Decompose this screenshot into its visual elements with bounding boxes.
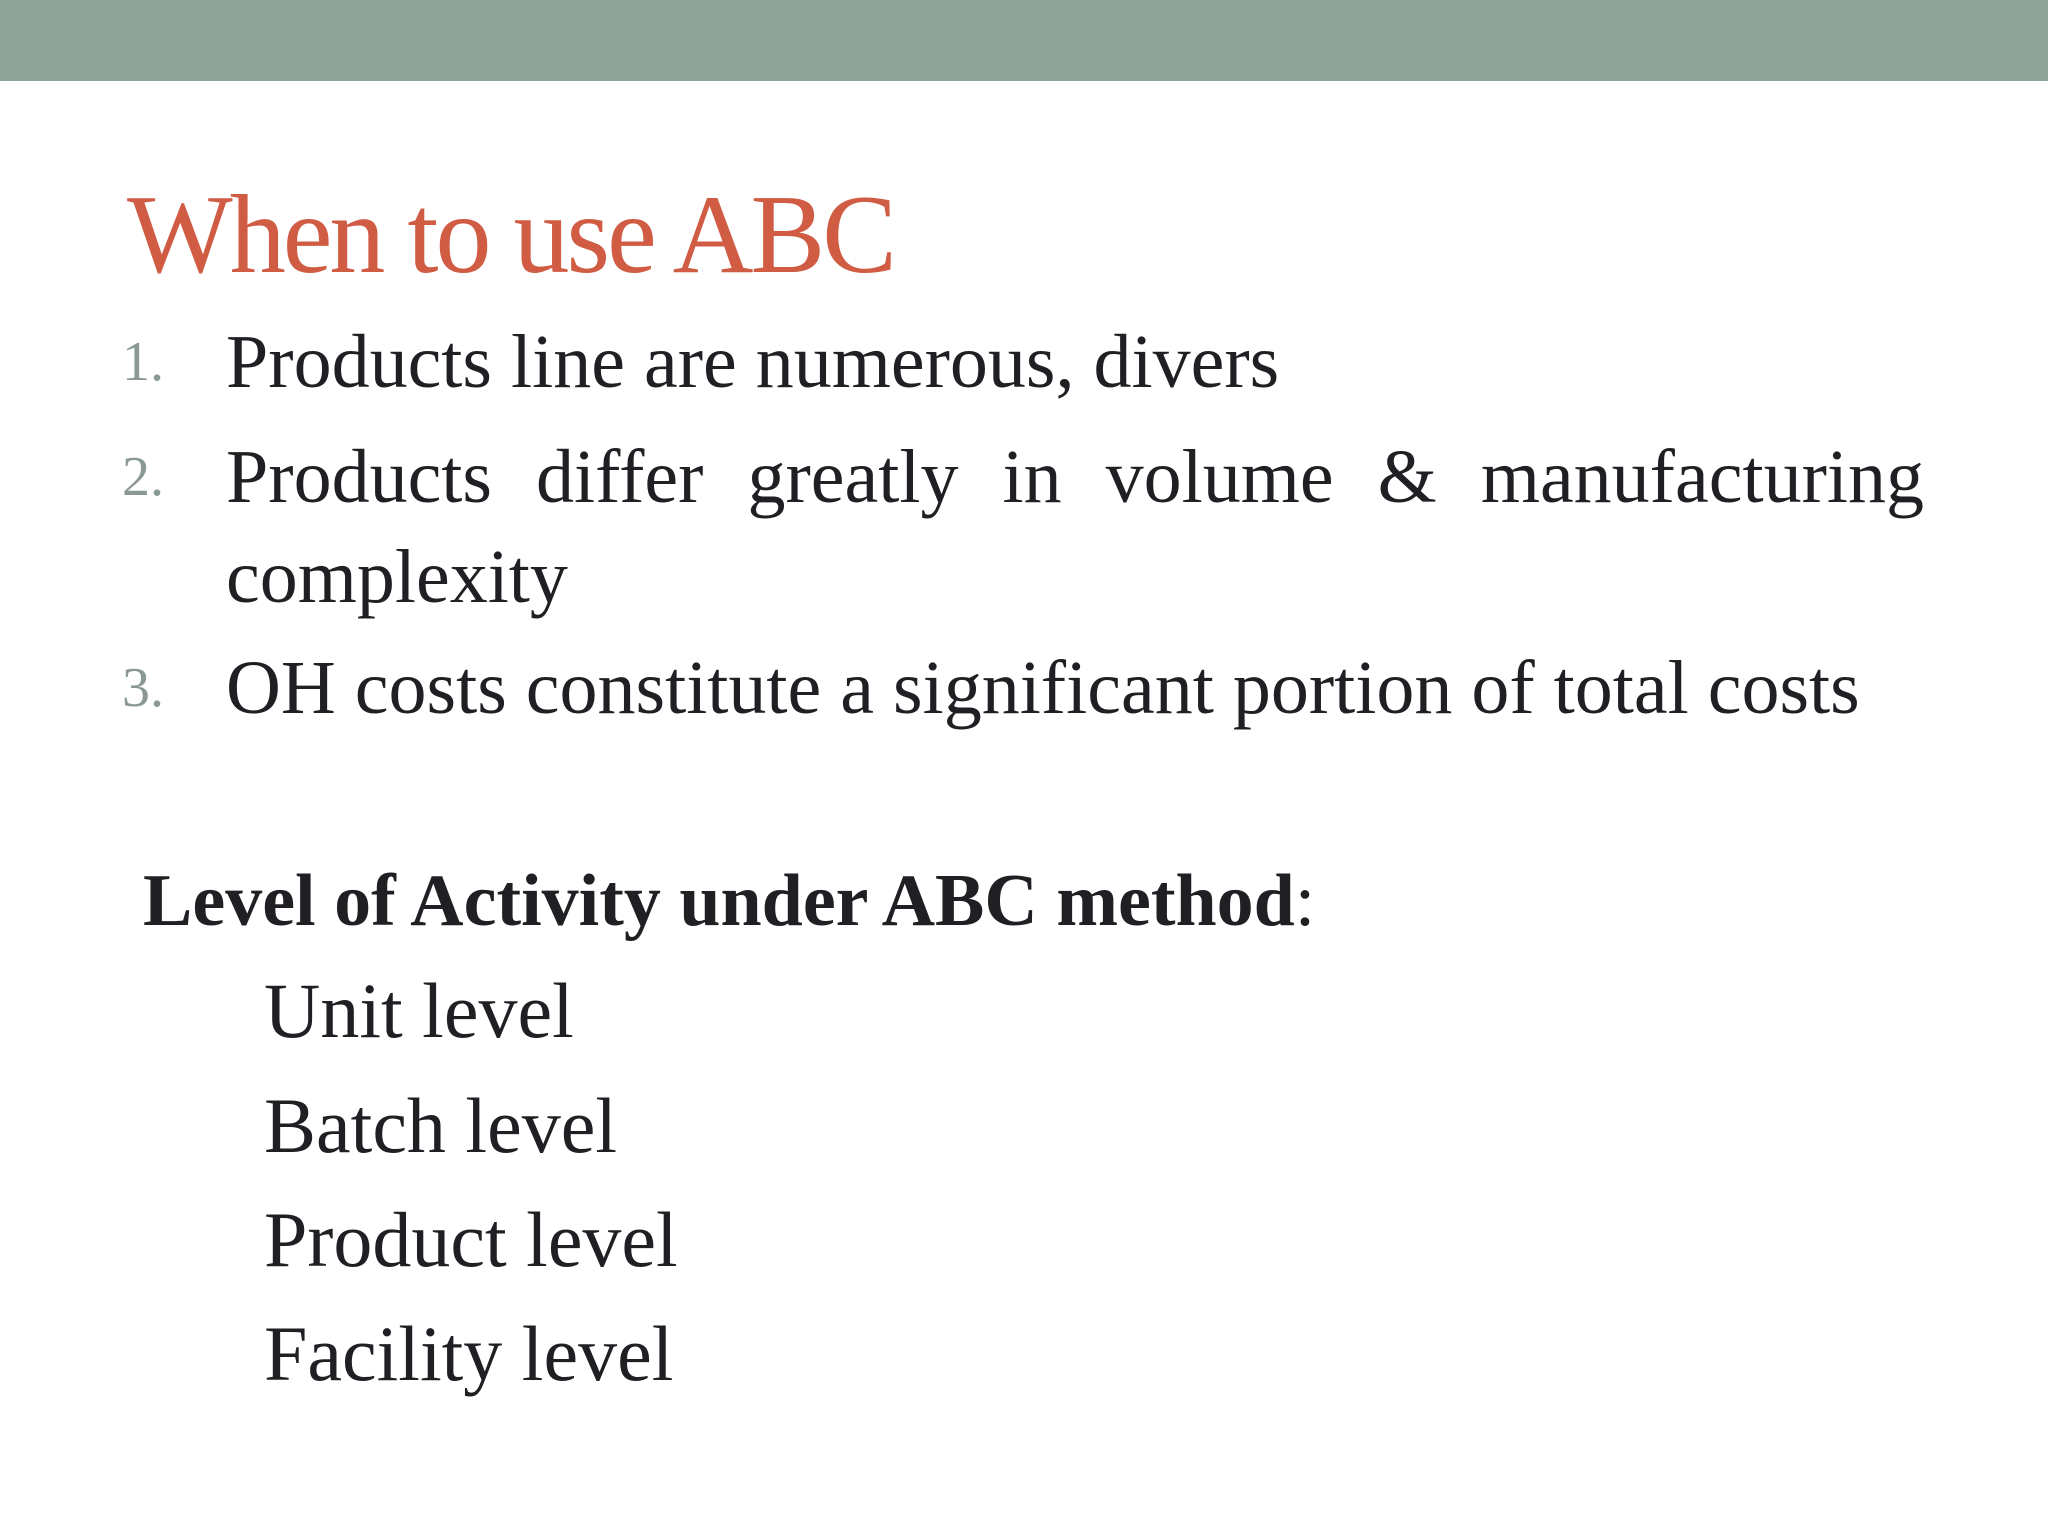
list-text: Products line are numerous, divers [226, 320, 1280, 404]
slide-header-bar [0, 0, 2048, 81]
level-item: Unit level [264, 967, 574, 1054]
list-number: 1. [122, 331, 164, 393]
slide-title: When to use ABC [127, 173, 894, 297]
levels-heading-text: Level of Activity under ABC method [143, 860, 1295, 942]
list-text: Products differ greatly in volume & manufacturing complexity [226, 435, 1924, 619]
level-item: Facility level [264, 1310, 674, 1397]
level-item: Batch level [264, 1082, 618, 1169]
list-text: OH costs constitute a significant portion of total costs [226, 646, 1860, 730]
list-number: 3. [122, 657, 164, 719]
list-number: 2. [122, 446, 164, 508]
level-item: Product level [264, 1196, 678, 1283]
levels-heading [143, 851, 1315, 951]
levels-heading-colon: : [1294, 860, 1316, 942]
